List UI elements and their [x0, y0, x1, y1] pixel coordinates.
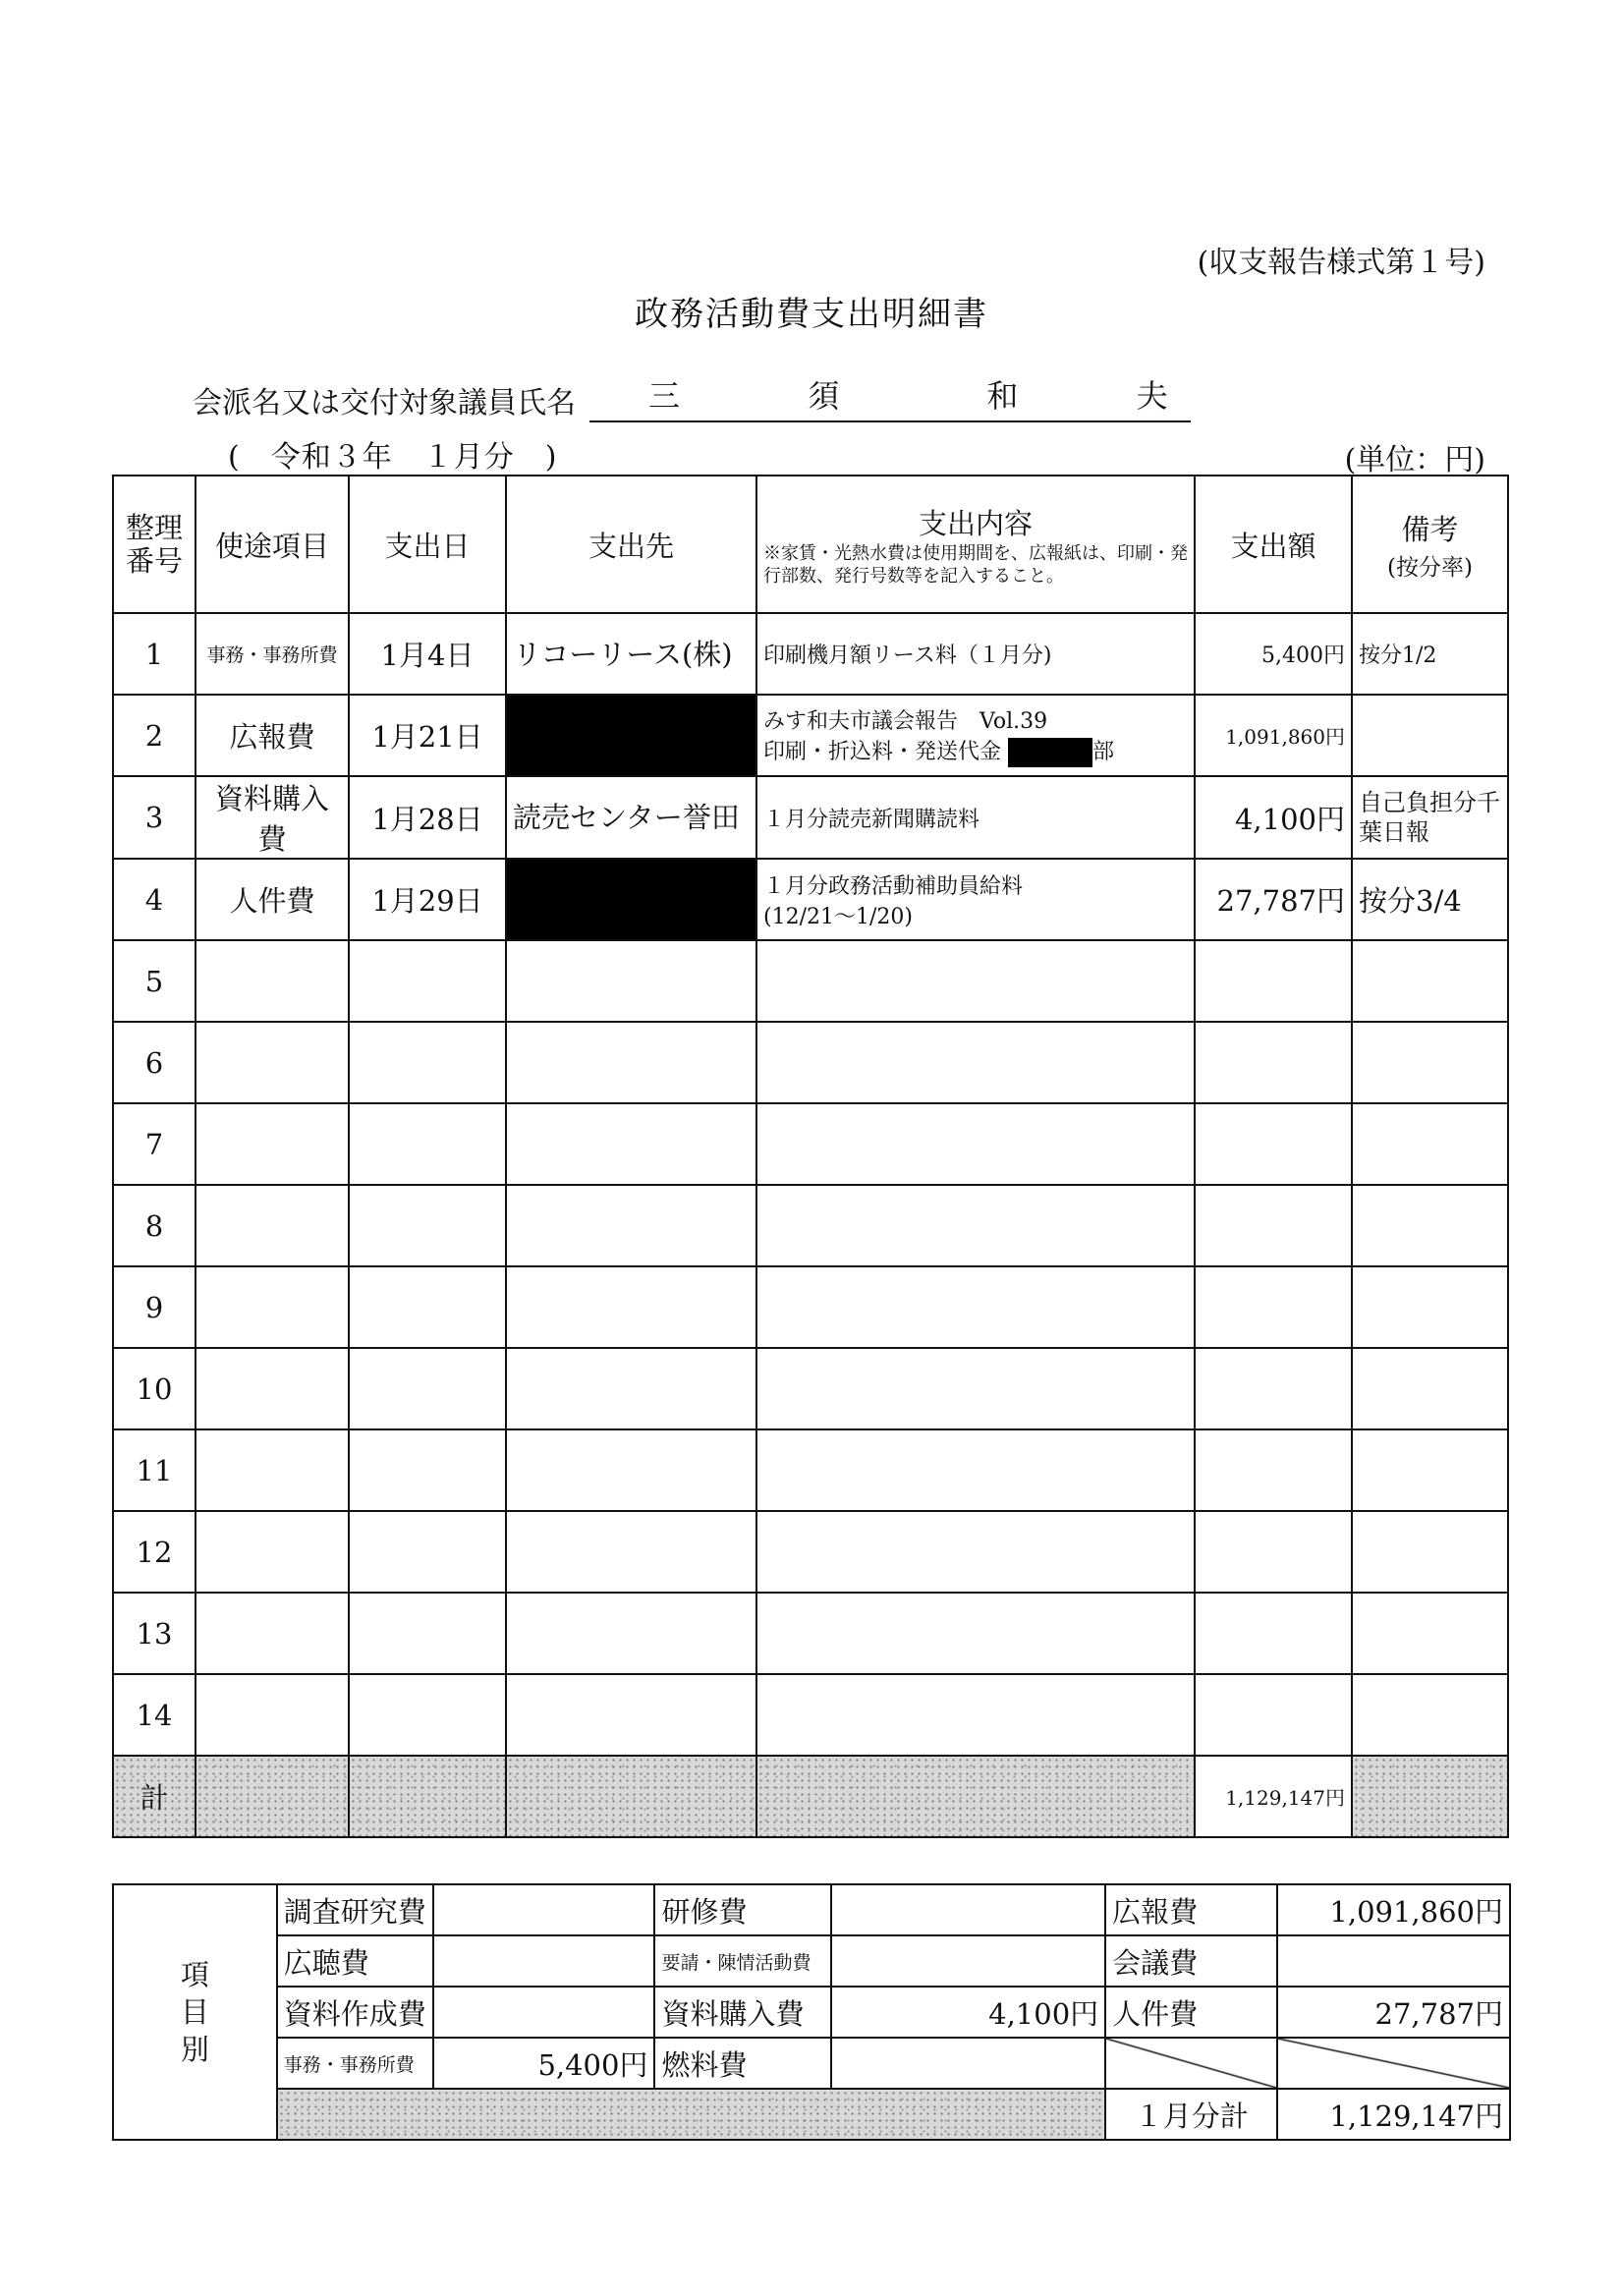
row-no: 1	[113, 613, 196, 695]
summary-label: 広報費	[1105, 1884, 1277, 1935]
summary-value	[831, 1935, 1105, 1987]
row-item: 資料購入費	[196, 776, 349, 859]
redacted-payee	[506, 695, 756, 776]
summary-label: 調査研究費	[277, 1884, 434, 1935]
summary-value: 27,787円	[1277, 1987, 1510, 2038]
summary-shaded-area	[277, 2089, 1105, 2140]
redacted-payee	[506, 859, 756, 940]
row-no: 5	[113, 940, 196, 1022]
summary-value: 5,400円	[433, 2038, 654, 2089]
member-label: 会派名又は交付対象議員氏名	[193, 386, 576, 420]
summary-blank-diagonal	[1277, 2038, 1510, 2089]
unit-label: (単位：円)	[1344, 443, 1485, 477]
row-content	[756, 695, 1195, 776]
row-no: 9	[113, 1266, 196, 1348]
row-item: 広報費	[196, 695, 349, 776]
summary-label: 事務・事務所費	[277, 2038, 434, 2089]
month-total-label: １月分計	[1105, 2089, 1277, 2140]
member-name-char: 夫	[1136, 377, 1168, 415]
table-row	[113, 776, 1508, 859]
table-row-empty	[113, 1348, 1508, 1429]
summary-label: 資料作成費	[277, 1987, 434, 2038]
header-amount: 支出額	[1195, 476, 1352, 613]
table-row-empty	[113, 1185, 1508, 1266]
summary-value	[1277, 1935, 1510, 1987]
summary-value	[831, 2038, 1105, 2089]
row-date: 1月21日	[349, 695, 506, 776]
summary-value: 1,091,860円	[1277, 1884, 1510, 1935]
header-remarks	[1352, 476, 1508, 613]
total-amount: 1,129,147円	[1195, 1756, 1352, 1837]
page-title: 政務活動費支出明細書	[635, 295, 988, 334]
total-label: 計	[113, 1756, 196, 1837]
row-content-line1: １月分政務活動補助員給料	[763, 873, 1024, 899]
total-row	[113, 1756, 1508, 1837]
row-date: 1月4日	[349, 613, 506, 695]
header-content	[756, 476, 1195, 613]
table-row-empty	[113, 1103, 1508, 1185]
header-remarks-sub: (按分率)	[1387, 554, 1473, 581]
table-row-empty	[113, 940, 1508, 1022]
expense-table	[112, 475, 1509, 1838]
row-content-line2: (12/21～1/20)	[763, 904, 913, 929]
table-row-empty	[113, 1429, 1508, 1511]
row-no: 14	[113, 1674, 196, 1756]
summary-value	[433, 1935, 654, 1987]
row-content-line2: 印刷・折込料・発送代金	[763, 739, 1002, 764]
summary-value: 4,100円	[831, 1987, 1105, 2038]
report-period: ( 令和３年 １月分 )	[228, 440, 558, 475]
summary-label: 要請・陳情活動費	[654, 1935, 830, 1987]
form-number: (収支報告様式第１号)	[1197, 246, 1485, 280]
row-item: 事務・事務所費	[196, 613, 349, 695]
header-content-note: ※家賃・光熱水費は使用期間を、広報紙は、印刷・発行部数、発行号数等を記入すること。	[763, 542, 1188, 587]
row-remarks: 按分3/4	[1352, 859, 1508, 940]
row-no: 3	[113, 776, 196, 859]
row-content	[756, 859, 1195, 940]
summary-side-label: 項 目 別	[113, 1884, 277, 2140]
summary-value	[433, 1884, 654, 1935]
summary-label: 広聴費	[277, 1935, 434, 1987]
category-summary-table	[112, 1883, 1511, 2141]
row-no: 2	[113, 695, 196, 776]
row-content: １月分読売新聞購読料	[756, 776, 1195, 859]
row-amount: 1,091,860円	[1195, 695, 1352, 776]
header-no: 整理番号	[113, 476, 196, 613]
row-no: 6	[113, 1022, 196, 1103]
row-amount: 27,787円	[1195, 859, 1352, 940]
table-row	[113, 859, 1508, 940]
row-no: 12	[113, 1511, 196, 1593]
row-no: 13	[113, 1593, 196, 1674]
table-row-empty	[113, 1674, 1508, 1756]
header-remarks-label: 備考	[1401, 512, 1459, 546]
summary-value	[433, 1987, 654, 2038]
row-remarks	[1352, 695, 1508, 776]
month-total-value: 1,129,147円	[1277, 2089, 1510, 2140]
row-date: 1月28日	[349, 776, 506, 859]
header-payee: 支出先	[506, 476, 756, 613]
member-name	[589, 371, 1191, 422]
table-row-empty	[113, 1511, 1508, 1593]
header-item: 使途項目	[196, 476, 349, 613]
row-amount: 4,100円	[1195, 776, 1352, 859]
header-content-label: 支出内容	[918, 506, 1033, 540]
table-row-empty	[113, 1593, 1508, 1674]
summary-blank-diagonal	[1105, 2038, 1277, 2089]
redacted-copies	[1008, 738, 1092, 767]
table-header-row	[113, 476, 1508, 613]
row-no: 7	[113, 1103, 196, 1185]
row-item: 人件費	[196, 859, 349, 940]
table-row	[113, 613, 1508, 695]
summary-label: 人件費	[1105, 1987, 1277, 2038]
row-no: 8	[113, 1185, 196, 1266]
summary-label: 会議費	[1105, 1935, 1277, 1987]
table-row-empty	[113, 1266, 1508, 1348]
row-date: 1月29日	[349, 859, 506, 940]
member-name-char: 和	[986, 377, 1019, 415]
row-no: 10	[113, 1348, 196, 1429]
row-amount: 5,400円	[1195, 613, 1352, 695]
summary-label: 研修費	[654, 1884, 830, 1935]
table-row-empty	[113, 1022, 1508, 1103]
row-no: 11	[113, 1429, 196, 1511]
table-row	[113, 695, 1508, 776]
summary-value	[831, 1884, 1105, 1935]
row-content-line1: みす和夫市議会報告 Vol.39	[763, 708, 1048, 734]
row-remarks: 自己負担分千葉日報	[1352, 776, 1508, 859]
summary-label: 資料購入費	[654, 1987, 830, 2038]
member-name-char: 三	[648, 377, 681, 415]
row-remarks: 按分1/2	[1352, 613, 1508, 695]
row-content-suffix: 部	[1092, 739, 1115, 764]
header-date: 支出日	[349, 476, 506, 613]
row-payee: リコーリース(株)	[506, 613, 756, 695]
summary-label: 燃料費	[654, 2038, 830, 2089]
row-no: 4	[113, 859, 196, 940]
member-name-char: 須	[808, 377, 840, 415]
row-payee: 読売センター誉田	[506, 776, 756, 859]
row-content: 印刷機月額リース料（１月分)	[756, 613, 1195, 695]
